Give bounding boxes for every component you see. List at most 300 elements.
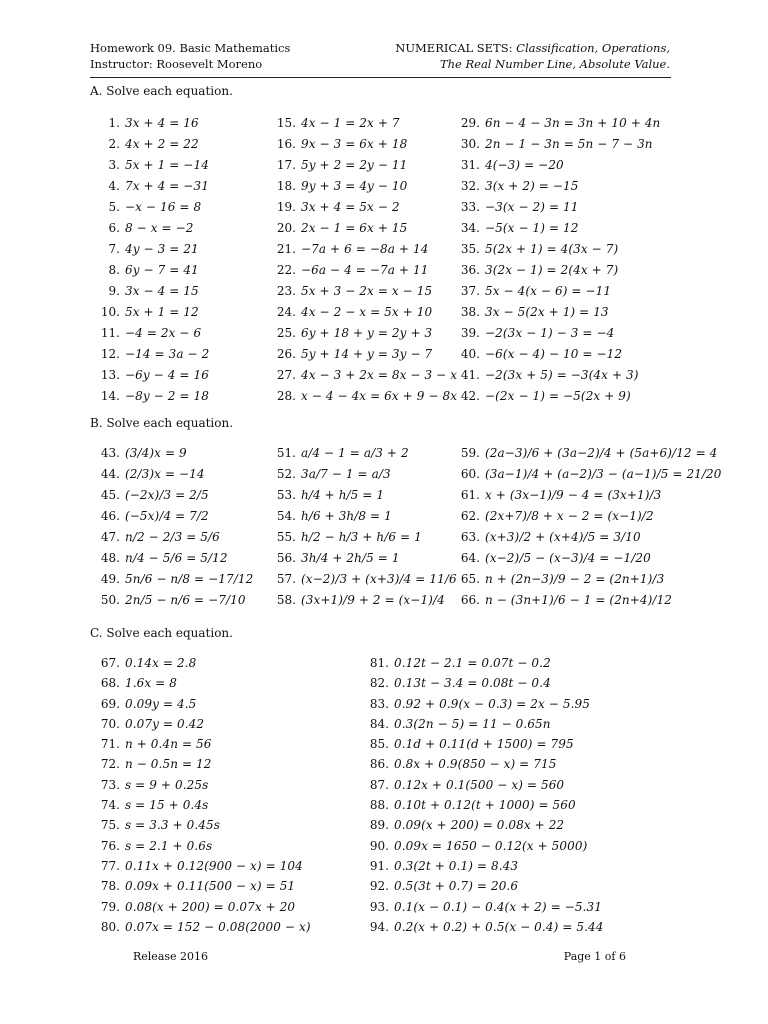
problem-equation: s = 9 + 0.25s	[125, 777, 209, 792]
problem-equation: −(2x − 1) = −5(2x + 9)	[485, 389, 631, 403]
problem-equation: 6y − 7 = 41	[125, 263, 199, 277]
problem-number: 68.	[100, 676, 120, 691]
problem-item	[452, 485, 722, 506]
problem-number: 89.	[369, 818, 389, 833]
problem-item	[272, 443, 457, 464]
problem-item	[272, 548, 457, 569]
problem-number: 47.	[100, 530, 120, 544]
problem-number: 6.	[108, 221, 120, 235]
problem-number: 60.	[460, 467, 480, 481]
problem-equation: 4x − 1 = 2x + 7	[301, 116, 400, 130]
problem-number: 33.	[460, 200, 480, 214]
problem-number: 82.	[369, 676, 389, 691]
problem-equation: −6y − 4 = 16	[125, 368, 209, 382]
problem-equation: 5n/6 − n/8 = −17/12	[125, 572, 254, 586]
header-divider	[90, 77, 671, 78]
problem-equation: −2(3x + 5) = −3(4x + 3)	[485, 368, 639, 382]
problem-equation: (x−2)/5 − (x−3)/4 = −1/20	[485, 551, 651, 565]
problem-number: 23.	[276, 284, 296, 298]
problem-number: 90.	[369, 838, 389, 853]
problem-equation: −3(x − 2) = 11	[485, 200, 579, 214]
problem-equation: 5y + 2 = 2y − 11	[301, 158, 408, 172]
problem-item	[452, 281, 660, 302]
problem-equation: s = 15 + 0.4s	[125, 798, 209, 813]
problem-number: 40.	[460, 347, 480, 361]
problem-equation: 0.3(2t + 0.1) = 8.43	[394, 858, 519, 873]
problem-number: 92.	[369, 879, 389, 894]
problem-number: 73.	[100, 777, 120, 792]
problem-equation: 0.5(3t + 0.7) = 20.6	[394, 879, 519, 894]
problem-equation: 3h/4 + 2h/5 = 1	[301, 551, 400, 565]
problem-equation: 3(x + 2) = −15	[485, 179, 579, 193]
problem-equation: 9y + 3 = 4y − 10	[301, 179, 408, 193]
section-b-col-1	[96, 443, 253, 611]
problem-equation: n − (3n+1)/6 − 1 = (2n+4)/12	[485, 593, 673, 607]
problem-item	[96, 569, 253, 590]
problem-equation: 0.11x + 0.12(900 − x) = 104	[125, 858, 303, 873]
problem-item	[452, 443, 722, 464]
problem-number: 25.	[276, 326, 296, 340]
problem-number: 56.	[276, 551, 296, 565]
problem-equation: (−5x)/4 = 7/2	[125, 509, 209, 523]
problem-item	[96, 734, 311, 754]
problem-item	[96, 754, 311, 774]
header-left	[90, 40, 290, 72]
topic-prefix: NUMERICAL SETS:	[395, 41, 517, 55]
problem-item	[452, 527, 722, 548]
problem-equation: 0.8x + 0.9(850 − x) = 715	[394, 757, 557, 772]
problem-equation: 0.09(x + 200) = 0.08x + 22	[394, 818, 565, 833]
problem-item	[96, 281, 209, 302]
problem-number: 41.	[460, 368, 480, 382]
problem-number: 86.	[369, 757, 389, 772]
problem-item	[96, 197, 209, 218]
problem-equation: 6n − 4 − 3n = 3n + 10 + 4n	[485, 116, 661, 130]
problem-number: 87.	[369, 777, 389, 792]
problem-equation: −8y − 2 = 18	[125, 389, 209, 403]
problem-number: 20.	[276, 221, 296, 235]
problem-number: 64.	[460, 551, 480, 565]
problem-number: 50.	[100, 593, 120, 607]
problem-number: 4.	[108, 179, 120, 193]
problem-number: 59.	[460, 446, 480, 460]
problem-number: 88.	[369, 798, 389, 813]
problem-equation: (2/3)x = −14	[125, 467, 205, 481]
problem-number: 8.	[108, 263, 120, 277]
problem-equation: 0.09y = 4.5	[125, 696, 197, 711]
problem-item	[272, 134, 457, 155]
problem-item	[365, 815, 603, 835]
problem-item	[96, 795, 311, 815]
problem-item	[452, 302, 660, 323]
topic-line-2: The Real Number Line, Absolute Value.	[439, 57, 670, 71]
problem-item	[96, 590, 253, 611]
problem-item	[96, 176, 209, 197]
problem-item	[365, 694, 603, 714]
problem-item	[365, 734, 603, 754]
problem-number: 19.	[276, 200, 296, 214]
problem-item	[365, 795, 603, 815]
problem-item	[96, 917, 311, 937]
problem-item	[365, 754, 603, 774]
problem-equation: 0.13t − 3.4 = 0.08t − 0.4	[394, 676, 551, 691]
problem-number: 13.	[100, 368, 120, 382]
problem-equation: 0.12t − 2.1 = 0.07t − 0.2	[394, 656, 551, 670]
problem-item	[96, 856, 311, 876]
problem-equation: (3a−1)/4 + (a−2)/3 − (a−1)/5 = 21/20	[485, 467, 722, 481]
problem-equation: 0.07x = 152 − 0.08(2000 − x)	[125, 919, 311, 934]
problem-number: 29.	[460, 116, 480, 130]
problem-item	[452, 365, 660, 386]
problem-item	[452, 506, 722, 527]
problem-item	[452, 239, 660, 260]
problem-equation: 9x − 3 = 6x + 18	[301, 137, 408, 151]
problem-number: 39.	[460, 326, 480, 340]
problem-equation: 0.09x = 1650 − 0.12(x + 5000)	[394, 838, 588, 853]
problem-equation: (−2x)/3 = 2/5	[125, 488, 209, 502]
problem-equation: n/4 − 5/6 = 5/12	[125, 551, 228, 565]
problem-item	[452, 197, 660, 218]
problem-item	[272, 386, 457, 407]
problem-item	[96, 464, 253, 485]
problem-number: 93.	[369, 899, 389, 914]
problem-equation: n + 0.4n = 56	[125, 737, 212, 752]
section-a-heading: A. Solve each equation.	[90, 84, 233, 98]
problem-number: 78.	[100, 879, 120, 894]
problem-equation: 0.3(2n − 5) = 11 − 0.65n	[394, 716, 551, 731]
release-label: Release 2016	[133, 950, 209, 963]
problem-number: 18.	[276, 179, 296, 193]
problem-number: 57.	[276, 572, 296, 586]
problem-number: 66.	[460, 593, 480, 607]
problem-equation: 8 − x = −2	[125, 221, 194, 235]
problem-item	[96, 836, 311, 856]
problem-item	[96, 365, 209, 386]
problem-number: 63.	[460, 530, 480, 544]
problem-number: 21.	[276, 242, 296, 256]
problem-item	[272, 485, 457, 506]
problem-number: 15.	[276, 116, 296, 130]
problem-item	[96, 344, 209, 365]
problem-equation: 0.08(x + 200) = 0.07x + 20	[125, 899, 296, 914]
problem-equation: 5x − 4(x − 6) = −11	[485, 284, 612, 298]
problem-equation: x − 4 − 4x = 6x + 9 − 8x	[301, 389, 458, 403]
problem-number: 84.	[369, 716, 389, 731]
problem-number: 12.	[100, 347, 120, 361]
header-right	[395, 40, 670, 72]
problem-equation: (3/4)x = 9	[125, 446, 187, 460]
problem-item	[272, 344, 457, 365]
problem-equation: a/4 − 1 = a/3 + 2	[301, 446, 409, 460]
problem-equation: 0.1(x − 0.1) − 0.4(x + 2) = −5.31	[394, 899, 602, 914]
problem-equation: s = 2.1 + 0.6s	[125, 838, 213, 853]
problem-equation: 3a/7 − 1 = a/3	[301, 467, 391, 481]
problem-equation: 0.12x + 0.1(500 − x) = 560	[394, 777, 565, 792]
section-a-col-2	[272, 113, 457, 407]
problem-number: 58.	[276, 593, 296, 607]
problem-number: 2.	[108, 137, 120, 151]
problem-item	[452, 386, 660, 407]
problem-equation: 0.10t + 0.12(t + 1000) = 560	[394, 798, 576, 813]
problem-item	[452, 113, 660, 134]
problem-number: 51.	[276, 446, 296, 460]
problem-item	[96, 386, 209, 407]
problem-item	[272, 218, 457, 239]
problem-equation: 5x + 1 = −14	[125, 158, 209, 172]
problem-equation: −x − 16 = 8	[125, 200, 202, 214]
problem-equation: (2a−3)/6 + (3a−2)/4 + (5a+6)/12 = 4	[485, 446, 718, 460]
problem-number: 53.	[276, 488, 296, 502]
problem-item	[96, 485, 253, 506]
problem-number: 94.	[369, 919, 389, 934]
problem-item	[452, 344, 660, 365]
problem-item	[272, 281, 457, 302]
problem-number: 3.	[108, 158, 120, 172]
problem-number: 22.	[276, 263, 296, 277]
problem-equation: −2(3x − 1) − 3 = −4	[485, 326, 615, 340]
problem-number: 14.	[100, 389, 120, 403]
problem-item	[365, 673, 603, 693]
problem-item	[365, 653, 603, 673]
page-number: Page 1 of 6	[563, 950, 626, 963]
problem-item	[96, 443, 253, 464]
problem-equation: n/2 − 2/3 = 5/6	[125, 530, 220, 544]
problem-item	[96, 775, 311, 795]
problem-item	[365, 876, 603, 896]
problem-equation: (3x+1)/9 + 2 = (x−1)/4	[301, 593, 445, 607]
problem-number: 83.	[369, 696, 389, 711]
problem-equation: h/4 + h/5 = 1	[301, 488, 385, 502]
problem-number: 31.	[460, 158, 480, 172]
problem-item	[452, 590, 722, 611]
problem-equation: 4(−3) = −20	[485, 158, 564, 172]
problem-item	[452, 176, 660, 197]
problem-number: 49.	[100, 572, 120, 586]
problem-number: 81.	[369, 656, 389, 670]
problem-item	[96, 113, 209, 134]
problem-equation: 3x − 4 = 15	[125, 284, 199, 298]
problem-item	[272, 569, 457, 590]
problem-equation: 0.1d + 0.11(d + 1500) = 795	[394, 737, 574, 752]
problem-equation: −4 = 2x − 6	[125, 326, 202, 340]
problem-number: 1.	[108, 116, 120, 130]
problem-number: 42.	[460, 389, 480, 403]
section-c-heading: C. Solve each equation.	[90, 626, 233, 640]
problem-item	[452, 134, 660, 155]
problem-equation: (x−2)/3 + (x+3)/4 = 11/6	[301, 572, 457, 586]
problem-number: 55.	[276, 530, 296, 544]
problem-equation: 3(2x − 1) = 2(4x + 7)	[485, 263, 619, 277]
problem-number: 9.	[108, 284, 120, 298]
problem-number: 11.	[100, 326, 120, 340]
instructor-name: Instructor: Roosevelt Moreno	[90, 57, 263, 71]
problem-item	[365, 856, 603, 876]
problem-number: 45.	[100, 488, 120, 502]
problem-number: 52.	[276, 467, 296, 481]
problem-item	[272, 239, 457, 260]
problem-item	[365, 897, 603, 917]
problem-equation: 0.2(x + 0.2) + 0.5(x − 0.4) = 5.44	[394, 919, 604, 934]
problem-number: 71.	[100, 737, 120, 752]
problem-number: 27.	[276, 368, 296, 382]
problem-number: 16.	[276, 137, 296, 151]
problem-item	[96, 876, 311, 896]
problem-number: 70.	[100, 716, 120, 731]
problem-number: 24.	[276, 305, 296, 319]
problem-item	[272, 590, 457, 611]
problem-item	[452, 218, 660, 239]
problem-number: 34.	[460, 221, 480, 235]
problem-equation: 1.6x = 8	[125, 676, 177, 691]
problem-equation: n + (2n−3)/9 − 2 = (2n+1)/3	[485, 572, 665, 586]
problem-item	[96, 694, 311, 714]
problem-item	[96, 506, 253, 527]
problem-item	[96, 714, 311, 734]
problem-item	[272, 527, 457, 548]
problem-number: 69.	[100, 696, 120, 711]
problem-item	[96, 302, 209, 323]
section-b-col-3	[452, 443, 722, 611]
section-a-col-3	[452, 113, 660, 407]
problem-number: 67.	[100, 656, 120, 670]
problem-equation: h/6 + 3h/8 = 1	[301, 509, 392, 523]
problem-item	[452, 548, 722, 569]
problem-equation: 0.92 + 0.9(x − 0.3) = 2x − 5.95	[394, 696, 590, 711]
problem-item	[96, 527, 253, 548]
problem-equation: 0.14x = 2.8	[125, 656, 197, 670]
problem-item	[96, 134, 209, 155]
problem-equation: 0.09x + 0.11(500 − x) = 51	[125, 879, 296, 894]
problem-equation: −5(x − 1) = 12	[485, 221, 579, 235]
problem-equation: 3x + 4 = 16	[125, 116, 199, 130]
problem-equation: s = 3.3 + 0.45s	[125, 818, 220, 833]
problem-equation: 2x − 1 = 6x + 15	[301, 221, 408, 235]
problem-number: 72.	[100, 757, 120, 772]
problem-number: 10.	[100, 305, 120, 319]
section-a-col-1	[96, 113, 209, 407]
problem-number: 26.	[276, 347, 296, 361]
section-b-col-2	[272, 443, 457, 611]
section-c-col-2	[365, 653, 603, 937]
problem-item	[272, 464, 457, 485]
problem-number: 76.	[100, 838, 120, 853]
problem-item	[365, 836, 603, 856]
problem-number: 75.	[100, 818, 120, 833]
problem-number: 48.	[100, 551, 120, 565]
problem-number: 79.	[100, 899, 120, 914]
problem-equation: h/2 − h/3 + h/6 = 1	[301, 530, 422, 544]
problem-equation: x + (3x−1)/9 − 4 = (3x+1)/3	[485, 488, 662, 502]
problem-number: 91.	[369, 858, 389, 873]
topic-line-1	[395, 40, 670, 56]
problem-equation: 5x + 1 = 12	[125, 305, 199, 319]
problem-item	[96, 653, 311, 673]
problem-equation: 4y − 3 = 21	[125, 242, 199, 256]
problem-equation: 0.07y = 0.42	[125, 716, 205, 731]
section-b-heading: B. Solve each equation.	[90, 416, 234, 430]
problem-item	[96, 239, 209, 260]
problem-equation: 4x + 2 = 22	[125, 137, 199, 151]
problem-item	[272, 155, 457, 176]
problem-item	[365, 775, 603, 795]
problem-number: 35.	[460, 242, 480, 256]
problem-equation: 4x − 2 − x = 5x + 10	[301, 305, 433, 319]
problem-number: 54.	[276, 509, 296, 523]
problem-item	[272, 323, 457, 344]
problem-item	[452, 260, 660, 281]
problem-number: 46.	[100, 509, 120, 523]
problem-equation: n − 0.5n = 12	[125, 757, 212, 772]
problem-equation: −14 = 3a − 2	[125, 347, 210, 361]
problem-equation: 5(2x + 1) = 4(3x − 7)	[485, 242, 619, 256]
problem-equation: 3x + 4 = 5x − 2	[301, 200, 400, 214]
problem-item	[272, 113, 457, 134]
problem-item	[365, 917, 603, 937]
problem-number: 28.	[276, 389, 296, 403]
problem-item	[452, 323, 660, 344]
problem-number: 38.	[460, 305, 480, 319]
problem-number: 77.	[100, 858, 120, 873]
problem-item	[96, 155, 209, 176]
problem-equation: (x+3)/2 + (x+4)/5 = 3/10	[485, 530, 641, 544]
problem-item	[452, 569, 722, 590]
problem-equation: 2n − 1 − 3n = 5n − 7 − 3n	[485, 137, 653, 151]
problem-item	[272, 260, 457, 281]
problem-equation: 3x − 5(2x + 1) = 13	[485, 305, 609, 319]
problem-item	[365, 714, 603, 734]
problem-number: 61.	[460, 488, 480, 502]
problem-equation: −7a + 6 = −8a + 14	[301, 242, 429, 256]
problem-number: 37.	[460, 284, 480, 298]
problem-item	[272, 506, 457, 527]
problem-item	[96, 323, 209, 344]
problem-item	[96, 548, 253, 569]
problem-item	[272, 365, 457, 386]
topic-italic: Classification, Operations,	[516, 41, 670, 55]
problem-equation: 2n/5 − n/6 = −7/10	[125, 593, 246, 607]
problem-equation: −6a − 4 = −7a + 11	[301, 263, 429, 277]
problem-number: 44.	[100, 467, 120, 481]
problem-item	[452, 464, 722, 485]
problem-equation: 6y + 18 + y = 2y + 3	[301, 326, 433, 340]
problem-number: 65.	[460, 572, 480, 586]
problem-equation: 7x + 4 = −31	[125, 179, 209, 193]
problem-equation: 5x + 3 − 2x = x − 15	[301, 284, 433, 298]
problem-number: 43.	[100, 446, 120, 460]
problem-number: 36.	[460, 263, 480, 277]
problem-item	[96, 673, 311, 693]
problem-item	[452, 155, 660, 176]
problem-number: 17.	[276, 158, 296, 172]
problem-number: 80.	[100, 919, 120, 934]
problem-number: 85.	[369, 737, 389, 752]
problem-item	[96, 218, 209, 239]
problem-equation: 5y + 14 + y = 3y − 7	[301, 347, 433, 361]
problem-item	[96, 815, 311, 835]
problem-equation: 4x − 3 + 2x = 8x − 3 − x	[301, 368, 458, 382]
problem-number: 32.	[460, 179, 480, 193]
problem-number: 7.	[108, 242, 120, 256]
problem-number: 30.	[460, 137, 480, 151]
problem-item	[96, 897, 311, 917]
course-title: Homework 09. Basic Mathematics	[90, 41, 291, 55]
problem-item	[96, 260, 209, 281]
problem-number: 5.	[108, 200, 120, 214]
problem-number: 74.	[100, 798, 120, 813]
section-c-col-1	[96, 653, 311, 937]
problem-item	[272, 302, 457, 323]
problem-number: 62.	[460, 509, 480, 523]
